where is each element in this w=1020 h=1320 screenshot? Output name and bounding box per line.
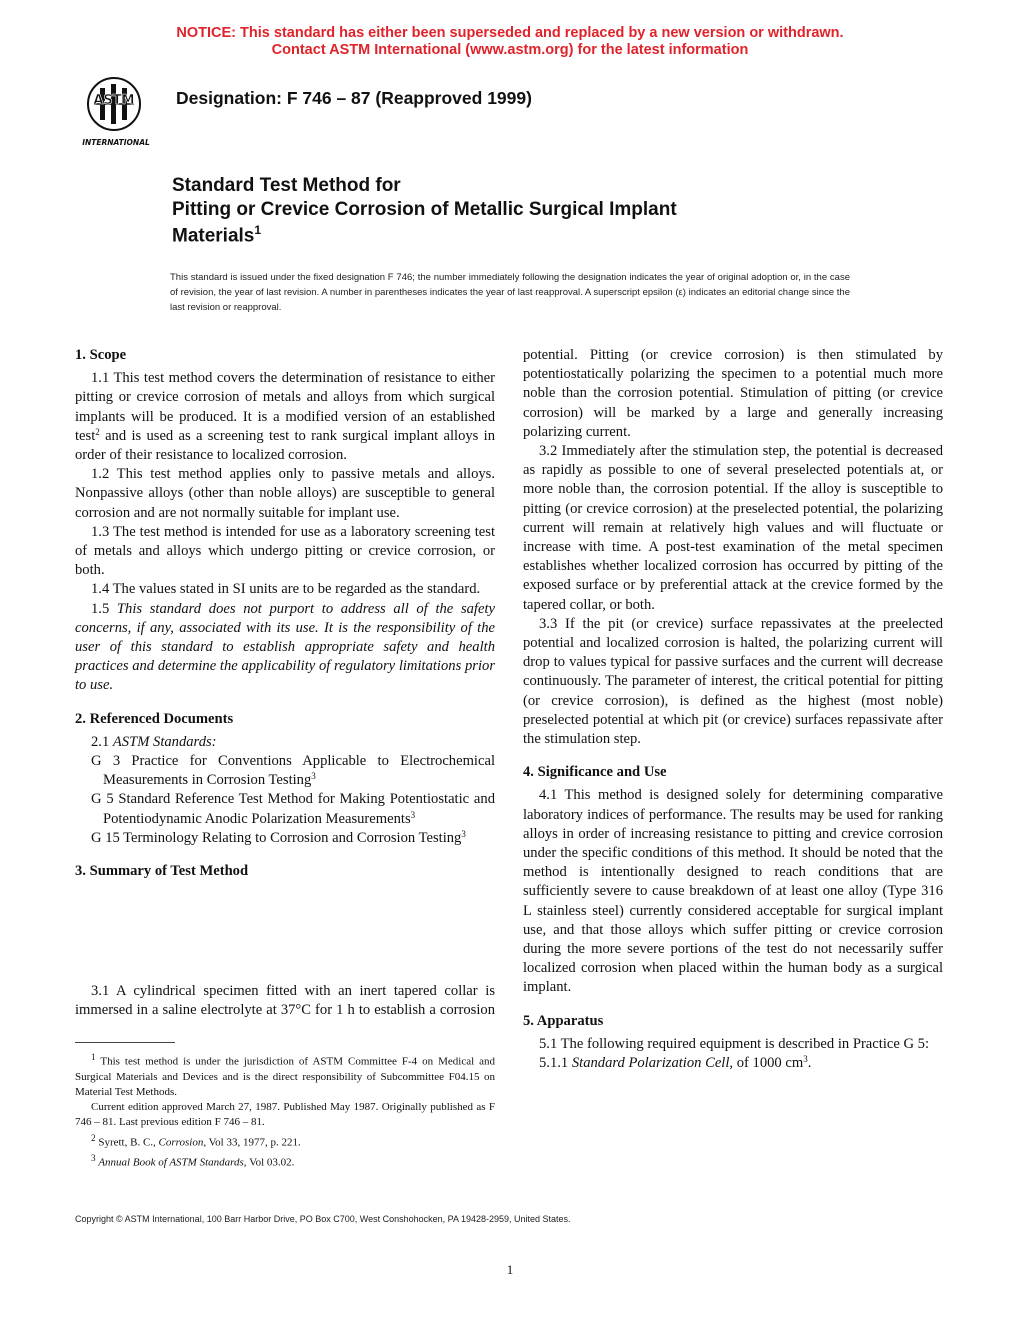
para-3-2: 3.2 Immediately after the stimulation step, the potential is decreased as rapidly as possible to one of several preselected potentials at, or more noble than, the corrosion potential. If the alloy is susceptible to pitting (or crevice corrosion) at the preselected potential, the polarizing current will remain at relatively high values and will fluctuate or increase with time. A post-test examination of the metal specimen establishes whether localized corrosion has occurred by pitting of the exposed surface or by preferential attack at the crevice formed by the tapered collar, or both. <box>523 443 943 613</box>
astm-logo-letters: ASTM <box>93 93 135 108</box>
footnote-1b: Current edition approved March 27, 1987. Published May 1987. Originally published as F 746 – 81. Last previous edition F 746 – 81. <box>75 1101 495 1129</box>
footnote-rule <box>75 1042 175 1043</box>
footnotes <box>75 1050 495 1170</box>
para-3-1-start: 3.1 A cylindrical specimen fitted with an inert tapered collar is immersed in a saline electrolyte at 37°C for 1 h to establish a corrosion <box>75 983 495 1019</box>
heading-significance: 4. Significance and Use <box>523 764 667 781</box>
astm-logo <box>70 74 162 148</box>
para-4-1: 4.1 This method is designed solely for determining comparative laboratory indices of performance. The results may be used for ranking alloys in order of increasing resistance to pitting and crevice corrosion under the specific conditions of this method. It should be noted that the method is intentionally designed to reach conditions that are sufficiently severe to cause breakdown of at least one alloy (Type 316 L stainless steel) currently considered acceptable for surgical implant use, and that those alloys which suffer pitting or crevice corrosion during the more severe portions of the test do not necessarily suffer localized corrosion when placed within the human body as a surgical implant. <box>523 787 943 996</box>
ref-g5-text: G 5 Standard Reference Test Method for Making Potentiostatic and Potentiodynamic Anodic Polarization Measurements <box>91 791 495 827</box>
footnote-2-c: , Vol 33, 1977, p. 221. <box>203 1136 301 1149</box>
para-1-2: 1.2 This test method applies only to passive metals and alloys. Nonpassive alloys (other than noble alloys) are susceptible to general corrosion and are not normally suitable for implant use. <box>75 466 495 521</box>
astm-logo-subtitle: INTERNATIONAL <box>82 138 150 147</box>
para-3-3: 3.3 If the pit (or crevice) surface repassivates at the preelected potential and localized corrosion is halted, the polarizing current will drop to values typical for passive surfaces and the current will decrease continuously. The parameter of interest, the critical potential for pitting (or crevice corrosion), is defined as the highest (most noble) preselected potential at which pit (or crevice) surfaces repassivate after the stimulation step. <box>523 615 943 748</box>
para-5-1-1-num: 5.1.1 <box>539 1055 572 1072</box>
footnote-ref-2: 2 <box>95 426 100 437</box>
ref-g3-sup: 3 <box>311 771 316 782</box>
footnote-3-c: , Vol 03.02. <box>243 1156 295 1169</box>
para-2-1 <box>75 733 495 752</box>
astm-logo-icon <box>70 74 162 148</box>
issued-note: This standard is issued under the fixed designation F 746; the number immediately following the designation indicates the year of original adoption or, in the case of revision, the year of last revision. A number in parentheses indicates the year of last reapproval. A superscript epsilon (ε) indicates an editorial change since the last revision or reapproval. <box>170 272 850 313</box>
para-1-5-text: This standard does not purport to address all of the safety concerns, if any, associated with its use. It is the responsibility of the user of this standard to establish appropriate safety and health practices and determine the applicability of regulatory limitations prior to use. <box>75 600 495 694</box>
para-1-3: 1.3 The test method is intended for use as a laboratory screening test of metals and alloys which undergo pitting or crevice corrosion, or both. <box>75 523 495 579</box>
para-5-1: 5.1 The following required equipment is described in Practice G 5: <box>539 1035 930 1052</box>
para-5-1-1-title: Standard Polarization Cell <box>571 1055 730 1072</box>
notice-line-2: Contact ASTM International (www.astm.org) for the latest information <box>271 42 749 58</box>
para-1-5-num: 1.5 <box>91 600 117 617</box>
para-1-1-end: and is used as a screening test to rank surgical implant alloys in order of their resistance to localized corrosion. <box>75 427 495 464</box>
page-number: 1 <box>506 1262 514 1277</box>
ref-g15-sup: 3 <box>461 828 466 839</box>
para-3-1-continued-wrap <box>523 346 943 442</box>
para-1-4: 1.4 The values stated in SI units are to be regarded as the standard. <box>91 581 481 598</box>
footnote-3-b: Annual Book of ASTM Standards <box>98 1156 244 1169</box>
footnote-3-mark: 3 <box>91 1152 96 1163</box>
heading-referenced-documents: 2. Referenced Documents <box>75 710 234 727</box>
para-1-1-text: 1.1 This test method covers the determination of resistance to either pitting or crevice corrosion of metals and alloys from which surgical implants will be produced. It is a modified version of an established test <box>75 370 495 444</box>
para-2-1-num: 2.1 <box>91 733 113 750</box>
para-5-1-1-sup: 3 <box>803 1054 808 1065</box>
left-column <box>75 346 495 885</box>
para-5-1-1-tail: . <box>807 1055 812 1072</box>
heading-summary: 3. Summary of Test Method <box>75 863 249 880</box>
ref-g5 <box>75 790 495 828</box>
footnote-2-a: Syrett, B. C., <box>95 1136 159 1149</box>
para-2-1-text: ASTM Standards: <box>112 733 217 750</box>
title-line-3-text: Materials <box>172 225 255 247</box>
footnote-1 <box>75 1050 495 1100</box>
title-line-2: Pitting or Crevice Corrosion of Metallic Surgical Implant <box>172 199 677 220</box>
para-5-1-1-end: , of 1000 cm <box>729 1055 804 1072</box>
footnote-1-text: This test method is under the jurisdiction of ASTM Committee F-4 on Medical and Surgical Materials and Devices and is the direct responsibility of Subcommittee F04.15 on Material Test Methods. <box>75 1055 495 1099</box>
title-footnote-mark: 1 <box>254 223 262 237</box>
ref-g15 <box>75 829 495 848</box>
footnote-2-b: Corrosion <box>158 1136 204 1149</box>
title-line-1: Standard Test Method for <box>172 175 401 196</box>
left-column-continued <box>75 982 495 1020</box>
footnote-3 <box>75 1151 495 1171</box>
para-5-1-1 <box>523 1054 943 1073</box>
ref-g5-sup: 3 <box>410 809 416 820</box>
para-1-1 <box>75 369 495 465</box>
footnote-2 <box>75 1131 495 1151</box>
heading-apparatus: 5. Apparatus <box>523 1012 604 1029</box>
notice-line-1: NOTICE: This standard has either been superseded and replaced by a new version or withdrawn. <box>176 25 844 41</box>
copyright: Copyright © ASTM International, 100 Barr Harbor Drive, PO Box C700, West Conshohocken, PA 19428-2959, United States. <box>75 1214 571 1224</box>
title-line-3 <box>172 223 261 247</box>
ref-g15-text: G 15 Terminology Relating to Corrosion and Corrosion Testing <box>91 829 462 846</box>
para-1-5 <box>75 600 495 696</box>
footnote-2-mark: 2 <box>91 1132 96 1143</box>
designation: Designation: F 746 – 87 (Reapproved 1999) <box>176 88 532 108</box>
heading-scope: 1. Scope <box>75 347 127 363</box>
ref-g3 <box>75 752 495 790</box>
right-column <box>523 346 943 1073</box>
footnote-1-mark: 1 <box>91 1052 96 1062</box>
ref-g3-text: G 3 Practice for Conventions Applicable to Electrochemical Measurements in Corrosion Testing <box>91 753 495 789</box>
para-3-1-continued: potential. Pitting (or crevice corrosion) is then stimulated by potentiostatically polarizing the specimen to a potential much more noble than the corrosion potential. Stimulation of pitting (or crevice corrosion) will be marked by a large and generally increasing polarizing current. <box>523 347 943 440</box>
